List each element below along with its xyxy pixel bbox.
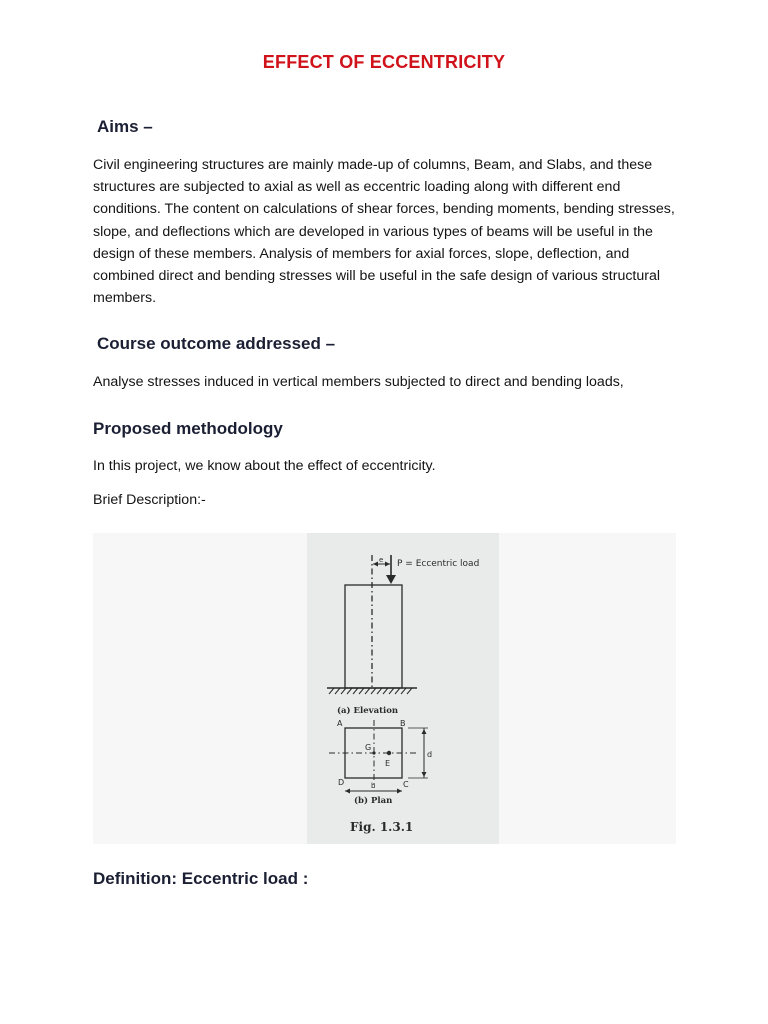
depth-arrow-bottom	[422, 772, 427, 777]
corner-c-label: C	[403, 780, 409, 789]
eccentric-point-label: E	[385, 759, 391, 768]
figure-caption: Fig. 1.3.1	[350, 820, 414, 834]
elevation-caption: (a) Elevation	[337, 706, 399, 716]
brief-description-label: Brief Description:-	[93, 492, 206, 508]
width-label: b	[371, 782, 376, 790]
proposed-methodology-heading: Proposed methodology	[93, 419, 283, 438]
aims-heading: Aims –	[97, 117, 153, 136]
definition-heading: Definition: Eccentric load :	[93, 869, 309, 888]
eccentric-load-diagram	[307, 533, 499, 844]
methodology-paragraph: In this project, we know about the effect of eccentricity.	[93, 458, 436, 474]
document-title: EFFECT OF ECCENTRICITY	[262, 52, 506, 72]
corner-b-label: B	[400, 719, 406, 728]
load-arrow-head	[386, 575, 396, 584]
aims-paragraph: Civil engineering structures are mainly made-up of columns, Beam, and Slabs, and these structures are subjected to axial as well as eccentric loading along with different end conditions. The content on calculations of shear forces, bending moments, bending stresses, slope, and deflections which are developed in various types of beams will be useful in the design of these members. Analysis of members for axial forces, slope, deflection, and combined direct and bending stresses will be useful in the safe design of various structural members.	[93, 157, 675, 307]
load-label: P = Eccentric load	[397, 559, 480, 569]
centroid-marker	[372, 751, 375, 754]
eccentricity-label: e	[379, 556, 384, 564]
eccentric-point-marker	[387, 751, 391, 755]
depth-label: d	[427, 750, 433, 759]
depth-arrow-top	[422, 729, 427, 734]
course-outcome-heading: Course outcome addressed –	[97, 334, 336, 353]
width-arrow-left	[345, 789, 350, 794]
corner-a-label: A	[337, 719, 343, 728]
plan-caption: (b) Plan	[354, 796, 393, 806]
corner-d-label: D	[338, 778, 345, 787]
eccentricity-arrow-right	[385, 562, 390, 567]
width-arrow-right	[397, 789, 402, 794]
eccentricity-arrow-left	[373, 562, 378, 567]
column-elevation-outline	[345, 585, 402, 688]
ground-hatching	[329, 688, 412, 694]
course-outcome-paragraph: Analyse stresses induced in vertical members subjected to direct and bending loads,	[93, 374, 624, 390]
centroid-label: G	[365, 743, 372, 752]
eccentric-load-figure	[307, 533, 499, 844]
